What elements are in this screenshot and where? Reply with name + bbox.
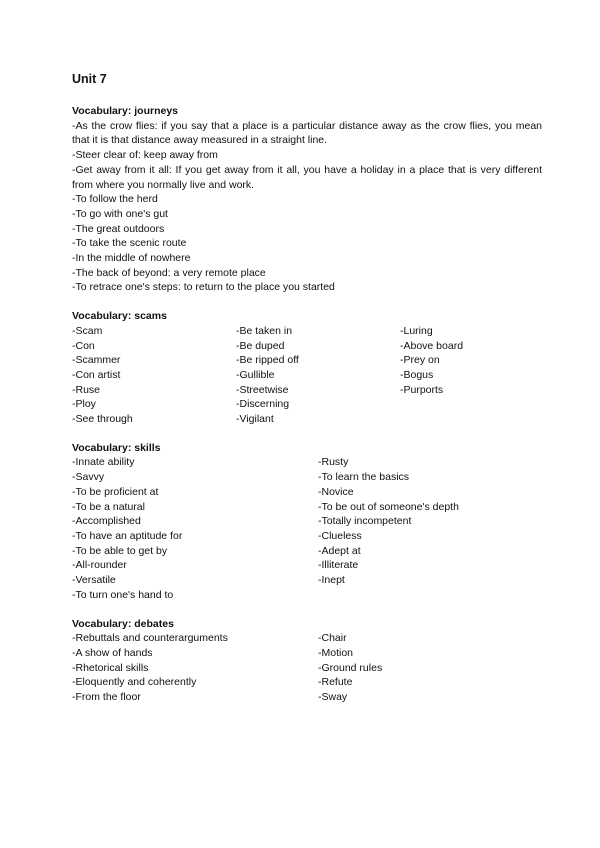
vocabulary-item: -To be able to get by bbox=[72, 544, 168, 557]
vocabulary-item: -In the middle of nowhere bbox=[72, 252, 191, 265]
scams-section bbox=[72, 309, 542, 427]
vocabulary-item: -Purports bbox=[400, 383, 444, 396]
scams-column-1 bbox=[72, 324, 236, 427]
scams-column-3 bbox=[400, 324, 542, 427]
vocabulary-item: -Rusty bbox=[318, 456, 349, 469]
vocabulary-item: -Adept at bbox=[318, 544, 361, 557]
vocabulary-item: -Versatile bbox=[72, 574, 116, 587]
vocabulary-item: -Scammer bbox=[72, 354, 121, 367]
vocabulary-item: -Con artist bbox=[72, 368, 121, 381]
vocabulary-item: -Eloquently and coherently bbox=[72, 676, 197, 689]
vocabulary-item: -See through bbox=[72, 413, 133, 426]
debates-section bbox=[72, 617, 542, 705]
vocabulary-item: -Above board bbox=[400, 339, 464, 352]
journeys-heading: Vocabulary: journeys bbox=[72, 105, 179, 117]
vocabulary-item: -Prey on bbox=[400, 354, 440, 367]
skills-heading: Vocabulary: skills bbox=[72, 441, 161, 454]
skills-column-2 bbox=[318, 455, 542, 602]
scams-heading: Vocabulary: scams bbox=[72, 310, 167, 323]
vocabulary-item: -Bogus bbox=[400, 368, 434, 381]
document-page bbox=[72, 72, 542, 719]
vocabulary-item: -To retrace one's steps: to return to the place you started bbox=[72, 281, 335, 294]
vocabulary-item: -To learn the basics bbox=[318, 471, 410, 484]
vocabulary-item: -Motion bbox=[318, 646, 354, 659]
vocabulary-item: -From the floor bbox=[72, 691, 141, 704]
vocabulary-item: -Savvy bbox=[72, 471, 105, 484]
vocabulary-item: -A show of hands bbox=[72, 646, 153, 659]
vocabulary-item: -Ground rules bbox=[318, 661, 383, 674]
journeys-section bbox=[72, 104, 542, 295]
vocabulary-item: -To go with one's gut bbox=[72, 207, 168, 220]
vocabulary-item: -Accomplished bbox=[72, 515, 141, 528]
vocabulary-item: -Innate ability bbox=[72, 456, 135, 469]
debates-column-2 bbox=[318, 631, 542, 705]
vocabulary-item: -To have an aptitude for bbox=[72, 529, 183, 542]
vocabulary-item: -To take the scenic route bbox=[72, 237, 187, 250]
unit-title: Unit 7 bbox=[72, 72, 107, 86]
skills-column-1 bbox=[72, 455, 318, 602]
vocabulary-item: -Chair bbox=[318, 632, 347, 645]
vocabulary-item: -Discerning bbox=[236, 398, 290, 411]
vocabulary-item: -Inept bbox=[318, 574, 345, 587]
vocabulary-item: -Steer clear of: keep away from bbox=[72, 149, 218, 162]
vocabulary-item: -Rebuttals and counterarguments bbox=[72, 632, 228, 645]
vocabulary-item: -To follow the herd bbox=[72, 193, 158, 206]
vocabulary-item: -The back of beyond: a very remote place bbox=[72, 266, 266, 279]
vocabulary-item: -Sway bbox=[318, 691, 348, 704]
vocabulary-item: -Be duped bbox=[236, 339, 285, 352]
vocabulary-item: -Refute bbox=[318, 676, 353, 689]
vocabulary-item: -As the crow flies: if you say that a place is a particular distance away as the crow flies, you mean that it is that distance away measured in a straight line. bbox=[72, 119, 542, 147]
vocabulary-item: -Vigilant bbox=[236, 413, 274, 426]
debates-column-1 bbox=[72, 631, 318, 705]
vocabulary-item: -Scam bbox=[72, 324, 103, 337]
scams-column-2 bbox=[236, 324, 400, 427]
vocabulary-item: -To be out of someone's depth bbox=[318, 500, 459, 513]
vocabulary-item: -To be proficient at bbox=[72, 485, 159, 498]
vocabulary-item: -Novice bbox=[318, 485, 354, 498]
vocabulary-item: -All-rounder bbox=[72, 559, 127, 572]
vocabulary-item: -Gullible bbox=[236, 368, 275, 381]
vocabulary-item: -Clueless bbox=[318, 529, 362, 542]
vocabulary-item: -Con bbox=[72, 339, 95, 352]
vocabulary-item: -Be ripped off bbox=[236, 354, 299, 367]
vocabulary-item: -Be taken in bbox=[236, 324, 293, 337]
vocabulary-item: -To turn one's hand to bbox=[72, 588, 174, 601]
vocabulary-item: -The great outdoors bbox=[72, 222, 165, 235]
vocabulary-item: -To be a natural bbox=[72, 500, 145, 513]
vocabulary-item: -Luring bbox=[400, 324, 433, 337]
vocabulary-item: -Ploy bbox=[72, 398, 96, 411]
journeys-list bbox=[72, 119, 542, 295]
debates-heading: Vocabulary: debates bbox=[72, 617, 174, 630]
vocabulary-item: -Get away from it all: If you get away from it all, you have a holiday in a place that is very different from where you normally live and work. bbox=[72, 163, 542, 191]
vocabulary-item: -Rhetorical skills bbox=[72, 661, 149, 674]
vocabulary-item: -Illiterate bbox=[318, 559, 359, 572]
vocabulary-item: -Streetwise bbox=[236, 383, 289, 396]
skills-section bbox=[72, 441, 542, 603]
vocabulary-item: -Totally incompetent bbox=[318, 515, 412, 528]
vocabulary-item: -Ruse bbox=[72, 383, 101, 396]
